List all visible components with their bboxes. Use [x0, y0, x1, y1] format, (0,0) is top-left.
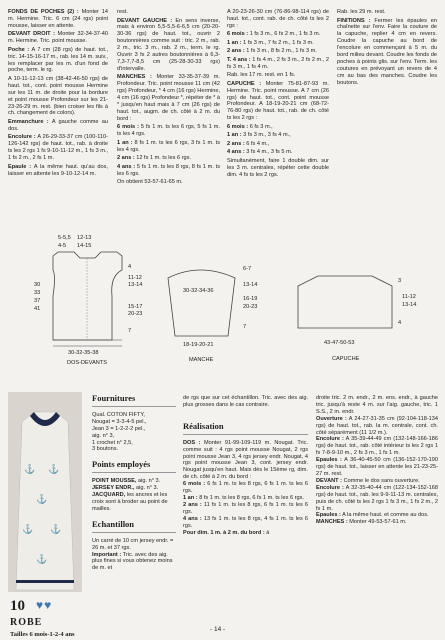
gauge-text: Un carré de 10 cm jersey endr. = 26 m. et 37 rgs.: [92, 537, 174, 551]
size-line: 1 an : 8 fs 1 m. ts les 8 rgs, 6 fs 1 m. ts les 6 rgs.: [183, 494, 304, 501]
pattern-title: ROBE: [10, 617, 43, 628]
instruction-paragraph: DEVANT GAUCHE : En sens inverse, mais à environ 5,5-5,5-6-6,5 cm (20-20-30-36 rgs) de haut. tot., ouvrir 2 boutonnières comme suit : tric. 2 m., rab. 2 m., tric. 3 m., rab. 2 m., term. le rg. Ouvrir 3 fs 2 autres boutonnières à 6,3-7,3-7,7-8,5 cm (25-28-30-33 rgs) d'intervalle.: [117, 17, 220, 72]
dim-r1: 4: [128, 264, 132, 270]
material-line: Qual. COTON FIFTY,: [92, 411, 145, 418]
intro-text: de rgs que sur cet échantillon. Tric. avec des aig. plus grosses dans le cas contraire.: [183, 395, 308, 408]
material-line: 1 crochet n° 2,5,: [92, 439, 133, 446]
instruction-paragraph: FONDS DE POCHES (2) : Monter 14 m. Hermine. Tric. 6 cm (24 rgs) point mousse, laisser en attente.: [8, 9, 108, 29]
instructions-column-3: [227, 9, 329, 180]
manche-label: MANCHE: [189, 357, 214, 363]
gauge-note: Important : Tric. avec des aig. plus fines si vous obtenez moins de m. et: [92, 551, 173, 572]
instruction-paragraph: 2 ans : 12 fs 1 m. ts les 6 rgs.: [117, 155, 191, 162]
dim-capuche-bottom: 43-47-50-53: [324, 340, 355, 346]
svg-text:⚓: ⚓: [22, 524, 34, 534]
realisation-column: [183, 395, 308, 536]
echantillon-heading: Echantillon: [92, 518, 135, 529]
material-line: aig. n° 3,: [92, 432, 115, 439]
instruction-paragraph: Simultanément, faire 1 double dim. sur les 3 m. centrales, répéter cette double dim. 4 fs ts les 2 rgs.: [227, 157, 329, 178]
instructions-column-1: [8, 9, 108, 179]
ouverture-text: Ouverture : A 24-27-31-35 cm (92-104-118-134 rgs) de haut. tot., rab. la m. centrale, cont. ch. côté séparément (11 1/2 m.).: [316, 415, 439, 436]
capuche-label: CAPUCHE: [332, 356, 360, 362]
instruction-paragraph: DEVANT DROIT : Monter 32-34-37-40 m. Hermine. Tric. point mousse.: [8, 31, 108, 45]
stitch-line: JERSEY ENDR., aig. n° 3.: [92, 485, 159, 492]
instruction-paragraph: MANCHES : Monter 33-35-37-39 m. Profondeur. Tric. point mousse 11 cm (42 rgs) Profondeur, * 4 cm (16 rgs) Hermine, 4 cm (16 rgs) Profondeur *, répéter de * à * jusqu'en haut mais à 7 cm (26 rgs) de haut. tot., augm. de ch. côté à 2 m. du bord :: [117, 74, 220, 122]
instruction-paragraph: A 10-11-12-13 cm (38-42-46-50 rgs) de haut. tot., cont. point mousse Hermine sur les 11 m. de droite pour la bordure et point mousse Profondeur sur les 21-23-26-29 m. rest. (bien croiser les fils à ch. changement de colors).: [8, 75, 108, 117]
size-line: 6 mois : 6 fs 1 m. ts les 8 rgs, 6 fs 1 m. ts les 6 rgs.: [183, 481, 309, 495]
instruction-paragraph: Rab. les 29 m. rest.: [337, 9, 386, 15]
svg-text:⚓: ⚓: [24, 464, 36, 474]
instruction-paragraph: CAPUCHE : Monter 75-81-87-93 m. Hermine. Tric. point mousse. A 7 cm (26 rgs) de haut. tot., cont. point mousse Profondeur. A 18-19-20-21 cm (68-72-76-80 rgs) de haut. tot., rab. de ch. côté ts les 2 rgs :: [227, 80, 329, 122]
svg-text:⚓: ⚓: [36, 554, 48, 564]
dim-l4: 41: [34, 306, 41, 312]
dim-manche-bottom: 18-19-20-21: [183, 342, 214, 348]
epaules-text: Epaules : A 36-40-45-50 cm (136-152-170-190 rgs) de haut. tot., laisser en attente les 21-23-25-27 m. rest.: [316, 457, 438, 477]
encolure-devant-text: Encolure : A 32-35-40-44 cm (122-134-152-168 rgs) de haut. tot., rab. les 9-9-11-13 m. centrales, puis de ch. côté ts les 2 rgs 1 fs 3 m., 1 fs 2 m., 2 fs 1 m.: [316, 484, 438, 512]
dim-top-d: 14-15: [77, 243, 92, 249]
dim-manche-r5: 7: [243, 324, 247, 330]
dim-capuche-r2: 11-12: [402, 294, 416, 300]
dos-devants-label: DOS-DEVANTS: [67, 360, 107, 366]
dim-r4: 15-17: [128, 304, 143, 310]
instruction-paragraph: 2 ans : 1 fs 3 m., 8 fs 2 m., 1 fs 3 m.: [227, 48, 317, 55]
dim-note: Pour dim. 1 m. à 2 m. du bord : à: [183, 529, 270, 536]
dos-text: DOS : Monter 91-99-109-119 m. Nougat. Tric. comme suit : 4 rgs point mousse Nougat, 2 rgs point mousse Jean 3, 4 rgs jersey endr. Nougat, 4 rgs point mousse Jean 3, cont. jersey endr. Nougat jusqu'en haut. Mais dès le 15ème rg, dim. de ch. côté à 2 m. du bord :: [183, 439, 309, 481]
material-line: Jean 3 = 1-2-2-2 pel.,: [92, 425, 146, 432]
realisation-heading: Réalisation: [183, 420, 224, 431]
instruction-paragraph: rest.: [117, 9, 128, 15]
instruction-paragraph: T. 4 ans : 1 fs 4 m., 2 fs 3 m., 2 fs 2 m., 2 fs 3 m., 1 fs 4 m.: [227, 56, 329, 70]
instruction-paragraph: 1 an : 8 fs 1 m. ts les 6 rgs, 3 fs 1 m. ts les 4 rgs.: [117, 139, 220, 153]
dim-r3: 13-14: [128, 282, 143, 288]
instruction-paragraph: Rab. les 17 m. rest. en 1 fs.: [227, 72, 296, 79]
dim-capuche-r3: 13-14: [402, 302, 417, 308]
points-heading: Points employés: [92, 459, 151, 470]
dress-photo: [8, 392, 82, 592]
instruction-paragraph: 6 mois : 1 fs 3 m., 6 fs 2 m., 1 fs 3 m.: [227, 31, 321, 38]
manches-text: MANCHES : Monter 49-53-57-61 m.: [316, 519, 407, 526]
size-line: 2 ans : 11 fs 1 m. ts les 8 rgs, 6 fs 1 m. ts les 6 rgs.: [183, 501, 308, 515]
capuche-schematic: [298, 276, 416, 362]
realisation-column-2: [316, 395, 438, 526]
dim-r6: 7: [128, 328, 132, 334]
devant-text: DEVANT : Comme le dos sans ouverture.: [316, 477, 420, 484]
svg-text:⚓: ⚓: [36, 494, 48, 504]
dim-capuche-r4: 4: [398, 320, 402, 326]
dim-top-b: 12-13: [77, 235, 92, 241]
dim-l1: 30: [34, 282, 41, 288]
instruction-paragraph: Epaule : A la même haut. qu'au dos, laisser en attente les 9-10-12-14 m.: [8, 163, 108, 177]
dim-manche-r3: 16-19: [243, 296, 258, 302]
dim-capuche-r1: 3: [398, 278, 402, 284]
dim-bottom: 30-32-35-38: [68, 350, 99, 356]
instruction-paragraph: 4 ans : 5 fs 1 m. ts les 8 rgs, 8 fs 1 m. ts les 6 rgs.: [117, 163, 220, 177]
instruction-paragraph: Poche : A 7 cm (28 rgs) de haut. tot., tric. 14-15-16-17 m., rab. les 14 m. suiv., les remplacer par les m. d'un fond de poche, term. le rg.: [8, 46, 109, 74]
instruction-paragraph: Emmanchure : A gauche comme au dos.: [8, 118, 108, 132]
pattern-number: 10: [10, 598, 25, 614]
difficulty-hearts: ♥♥: [36, 598, 53, 612]
instructions-column-2: [117, 9, 220, 188]
schematics: [0, 228, 445, 388]
dim-r5: 20-23: [128, 311, 143, 317]
dos-devants-schematic: [34, 235, 142, 366]
instructions-column-4: [337, 9, 437, 88]
dim-r2: 11-12: [128, 275, 142, 281]
dim-manche-top: 30-32-34-36: [183, 288, 214, 294]
material-line: Nougat = 3-3-4-5 pel.,: [92, 418, 147, 425]
size-line: 4 ans : 13 fs 1 m. ts les 8 rgs, 4 fs 1 m. ts les 6 rgs.: [183, 515, 308, 529]
dim-l2: 33: [34, 290, 41, 296]
instruction-paragraph: 2 ans : 6 fs 4 m.,: [227, 140, 270, 147]
instruction-paragraph: 1 an : 3 fs 3 m., 3 fs 4 m.,: [227, 132, 291, 139]
instruction-paragraph: 6 mois : 6 fs 3 m.,: [227, 123, 273, 130]
manche-schematic: [168, 266, 257, 363]
dim-top-c: 4-5: [58, 243, 67, 249]
dim-manche-r4: 20-23: [243, 304, 258, 310]
svg-text:⚓: ⚓: [50, 524, 62, 534]
dim-l3: 37: [34, 298, 41, 304]
pattern-sizes: Tailles 6 mois-1-2-4 ans: [10, 631, 75, 638]
instruction-paragraph: FINITIONS : Fermer les épaules en chaînette sur l'env. Faire la couture de la capuche, replier 4 cm en revers. Coudre la capuche au bord de l'encolure en commençant à 5 m. du bord milieu devant. Coudre les fonds de poches à points glis. sur l'env. Term. les coutures en prévoyant un revers de 4 cm au bas des manches. Coudre les boutons.: [337, 17, 437, 86]
materials-section: [92, 395, 176, 572]
epaules-devant-text: Epaules : A la même haut. et comme au dos.: [316, 512, 429, 519]
dim-top-a: 5-5,5: [58, 235, 71, 241]
dim-text: droite tric. 2 m. endr., 2 m. ens. endr., à gauche tric. jusqu'à reste 4 m. sur l'aig. gauche, tric. 1 S.S., 2 m. endr.: [316, 395, 438, 415]
dim-manche-r2: 13-14: [243, 282, 258, 288]
instruction-paragraph: 1 an : 1 fs 3 m., 7 fs 2 m., 1 fs 3 m.: [227, 39, 314, 46]
stitch-line: POINT MOUSSE, aig. n° 3.: [92, 478, 161, 485]
material-line: 3 boutons.: [92, 446, 119, 453]
svg-text:⚓: ⚓: [48, 464, 60, 474]
instruction-paragraph: 6 mois : 5 fs 1 m. ts les 6 rgs, 5 fs 1 m. ts les 4 rgs.: [117, 124, 220, 138]
instruction-paragraph: 4 ans : 3 fs 4 m., 3 fs 5 m.: [227, 149, 293, 156]
instruction-paragraph: On obtient 53-57-61-65 m.: [117, 179, 183, 185]
encolure-text: Encolure : A 35-39-44-49 cm (132-148-166-186 rgs) de haut. tot., rab. côté intérieur ts les 2 rgs 1 fs 7-8-9-10 m., 2 fs 3 m., 1 fs 1 m.: [316, 436, 438, 457]
instruction-paragraph: A 20-23-26-30 cm (76-86-98-114 rgs) de haut. tot., cont. rab. de ch. côté ts les 2 rgs :: [227, 9, 329, 29]
stitch-line: JACQUARD, les ancres et les croix sont à broder au point de mailles.: [92, 492, 168, 512]
page-number: - 14 -: [210, 626, 226, 633]
instruction-paragraph: Encolure : A 26-29-33-37 cm (100-110-126-142 rgs) de haut. tot., rab. à droite ts les 2 rgs 1 fs 9-10-11-12 m., 1 fs 3 m., 1 fs 2 m., 2 fs 1 m.: [8, 134, 109, 162]
fournitures-heading: Fournitures: [92, 393, 136, 403]
dim-manche-r1: 6-7: [243, 266, 252, 272]
